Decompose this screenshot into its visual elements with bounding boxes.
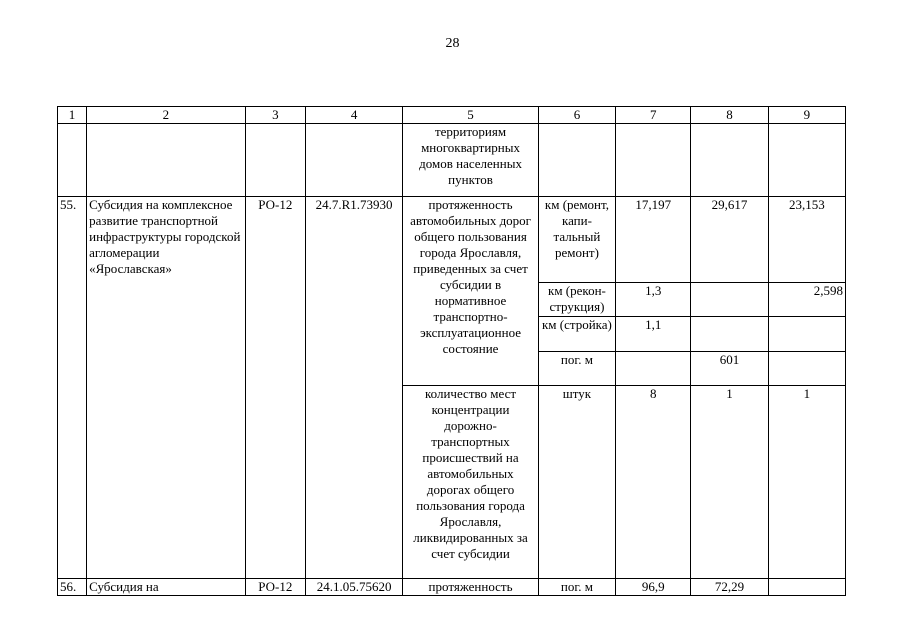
column-header: 1 <box>58 107 87 124</box>
indicator-cell: протяженность автомобильных дорог общего пользования города Ярославля, приведенных за счет субсидии в нормативное транспортно-эксплуатационное состояние <box>403 197 539 386</box>
value-cell: 1,3 <box>616 283 691 317</box>
header-row <box>58 107 846 124</box>
value-cell: 1 <box>691 386 768 579</box>
unit-cell: км (ремонт, капи-тальный ремонт) <box>538 197 615 283</box>
value-cell <box>768 579 845 596</box>
unit-cell: км (стройка) <box>538 317 615 352</box>
table-row <box>58 124 846 197</box>
column-header: 4 <box>305 107 402 124</box>
value-cell: 1,1 <box>616 317 691 352</box>
table-row <box>58 579 846 596</box>
column-header: 2 <box>87 107 246 124</box>
row-number: 56. <box>58 579 87 596</box>
column-header: 9 <box>768 107 845 124</box>
unit-cell: штук <box>538 386 615 579</box>
indicator-cell: протяженность <box>403 579 539 596</box>
value-cell: 1 <box>768 386 845 579</box>
value-cell: 17,197 <box>616 197 691 283</box>
value-cell <box>691 317 768 352</box>
value-cell: 29,617 <box>691 197 768 283</box>
column-header: 6 <box>538 107 615 124</box>
unit-cell: пог. м <box>538 352 615 386</box>
row-number: 55. <box>58 197 87 579</box>
column-header: 3 <box>245 107 305 124</box>
value-cell <box>768 352 845 386</box>
table-row <box>58 197 846 283</box>
page-number: 28 <box>445 36 460 51</box>
indicator-cell: территориям многоквартирных домов населенных пунктов <box>403 124 539 197</box>
subsidy-name: Субсидия на <box>87 579 246 596</box>
value-cell <box>768 317 845 352</box>
kbk-cell: 24.7.R1.73930 <box>305 197 402 579</box>
code-cell: РО-12 <box>245 197 305 579</box>
kbk-cell: 24.1.05.75620 <box>305 579 402 596</box>
subsidy-name: Субсидия на комплексное развитие транспортной инфраструктуры городской агломерации «Ярославская» <box>87 197 246 579</box>
value-cell <box>616 352 691 386</box>
value-cell: 72,29 <box>691 579 768 596</box>
value-cell: 2,598 <box>768 283 845 317</box>
value-cell <box>691 283 768 317</box>
unit-cell: км (рекон-струкция) <box>538 283 615 317</box>
code-cell: РО-12 <box>245 579 305 596</box>
value-cell: 23,153 <box>768 197 845 283</box>
column-header: 8 <box>691 107 768 124</box>
value-cell: 96,9 <box>616 579 691 596</box>
column-header: 7 <box>616 107 691 124</box>
indicator-cell: количество мест концентрации дорожно-транспортных происшествий на автомобильных дорогах общего пользования города Ярославля, ликвидированных за счет субсидии <box>403 386 539 579</box>
data-table <box>57 106 846 596</box>
value-cell: 8 <box>616 386 691 579</box>
value-cell: 601 <box>691 352 768 386</box>
unit-cell: пог. м <box>538 579 615 596</box>
column-header: 5 <box>403 107 539 124</box>
